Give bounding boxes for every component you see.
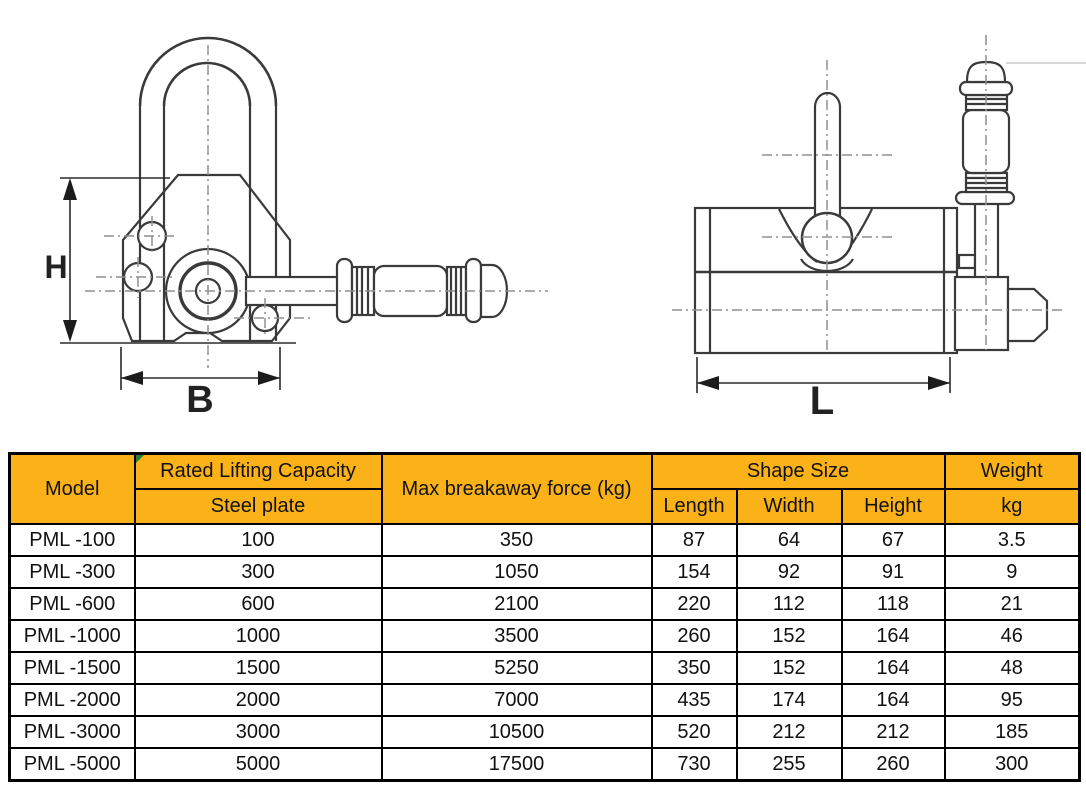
cell-capacity: 600	[135, 588, 382, 620]
table-row	[10, 620, 1080, 652]
specification-table	[8, 452, 1081, 782]
cell-force: 2100	[382, 588, 652, 620]
cell-length: 520	[652, 716, 737, 748]
cell-weight: 9	[945, 556, 1080, 588]
handle-flange-lower	[956, 192, 1014, 204]
cell-capacity: 5000	[135, 748, 382, 781]
cell-model: PML -1000	[10, 620, 135, 652]
cell-length: 87	[652, 524, 737, 556]
cell-height: 118	[842, 588, 945, 620]
cell-force: 17500	[382, 748, 652, 781]
table-row	[10, 652, 1080, 684]
col-header-height: Height	[842, 489, 945, 524]
dim-b-label: B	[186, 379, 214, 421]
cell-width: 174	[737, 684, 842, 716]
cell-model: PML -3000	[10, 716, 135, 748]
col-header-width: Width	[737, 489, 842, 524]
cell-length: 154	[652, 556, 737, 588]
col-header-weight: Weight	[945, 454, 1080, 490]
cell-capacity: 1500	[135, 652, 382, 684]
cell-force: 350	[382, 524, 652, 556]
cell-force: 3500	[382, 620, 652, 652]
cell-force: 7000	[382, 684, 652, 716]
cell-width: 212	[737, 716, 842, 748]
cell-capacity: 100	[135, 524, 382, 556]
cell-model: PML -1500	[10, 652, 135, 684]
table-body	[10, 524, 1080, 781]
table-row	[10, 556, 1080, 588]
cell-length: 260	[652, 620, 737, 652]
cell-length: 220	[652, 588, 737, 620]
cell-length: 435	[652, 684, 737, 716]
cell-weight: 95	[945, 684, 1080, 716]
cell-weight: 3.5	[945, 524, 1080, 556]
cell-capacity: 1000	[135, 620, 382, 652]
cell-weight: 48	[945, 652, 1080, 684]
cell-weight: 185	[945, 716, 1080, 748]
table-row	[10, 588, 1080, 620]
cell-model: PML -2000	[10, 684, 135, 716]
cell-force: 1050	[382, 556, 652, 588]
cell-model: PML -600	[10, 588, 135, 620]
table-row	[10, 524, 1080, 556]
col-header-length: Length	[652, 489, 737, 524]
table-row	[10, 716, 1080, 748]
cell-height: 164	[842, 684, 945, 716]
front-view-drawing	[44, 38, 507, 421]
cell-model: PML -300	[10, 556, 135, 588]
dim-l-label: L	[809, 379, 835, 423]
cell-height: 260	[842, 748, 945, 781]
cell-width: 112	[737, 588, 842, 620]
col-header-shape-size: Shape Size	[652, 454, 945, 490]
col-header-weight-unit: kg	[945, 489, 1080, 524]
table-row	[10, 748, 1080, 781]
col-header-model: Model	[10, 454, 135, 525]
cell-width: 64	[737, 524, 842, 556]
handle-mount-notch	[959, 255, 975, 268]
cell-model: PML -5000	[10, 748, 135, 781]
cell-height: 164	[842, 620, 945, 652]
handle-side	[956, 62, 1014, 291]
side-view-drawing	[695, 62, 1086, 423]
cell-width: 255	[737, 748, 842, 781]
table-header	[10, 454, 1080, 525]
cell-weight: 21	[945, 588, 1080, 620]
cell-height: 164	[842, 652, 945, 684]
hub-housing	[955, 277, 1047, 350]
cell-length: 350	[652, 652, 737, 684]
cell-model: PML -100	[10, 524, 135, 556]
cell-weight: 46	[945, 620, 1080, 652]
cell-force: 10500	[382, 716, 652, 748]
cell-height: 212	[842, 716, 945, 748]
cell-width: 92	[737, 556, 842, 588]
cell-force: 5250	[382, 652, 652, 684]
col-header-steel-plate: Steel plate	[135, 489, 382, 524]
col-header-rated-capacity: Rated Lifting Capacity	[135, 454, 382, 490]
cell-height: 91	[842, 556, 945, 588]
cell-width: 152	[737, 652, 842, 684]
cell-corner-marker	[136, 455, 144, 463]
col-header-breakaway-force: Max breakaway force (kg)	[382, 454, 652, 525]
cell-width: 152	[737, 620, 842, 652]
dim-h-label: H	[44, 249, 68, 285]
cell-weight: 300	[945, 748, 1080, 781]
table-row	[10, 684, 1080, 716]
cell-capacity: 3000	[135, 716, 382, 748]
cell-capacity: 300	[135, 556, 382, 588]
cell-capacity: 2000	[135, 684, 382, 716]
cell-length: 730	[652, 748, 737, 781]
cell-height: 67	[842, 524, 945, 556]
